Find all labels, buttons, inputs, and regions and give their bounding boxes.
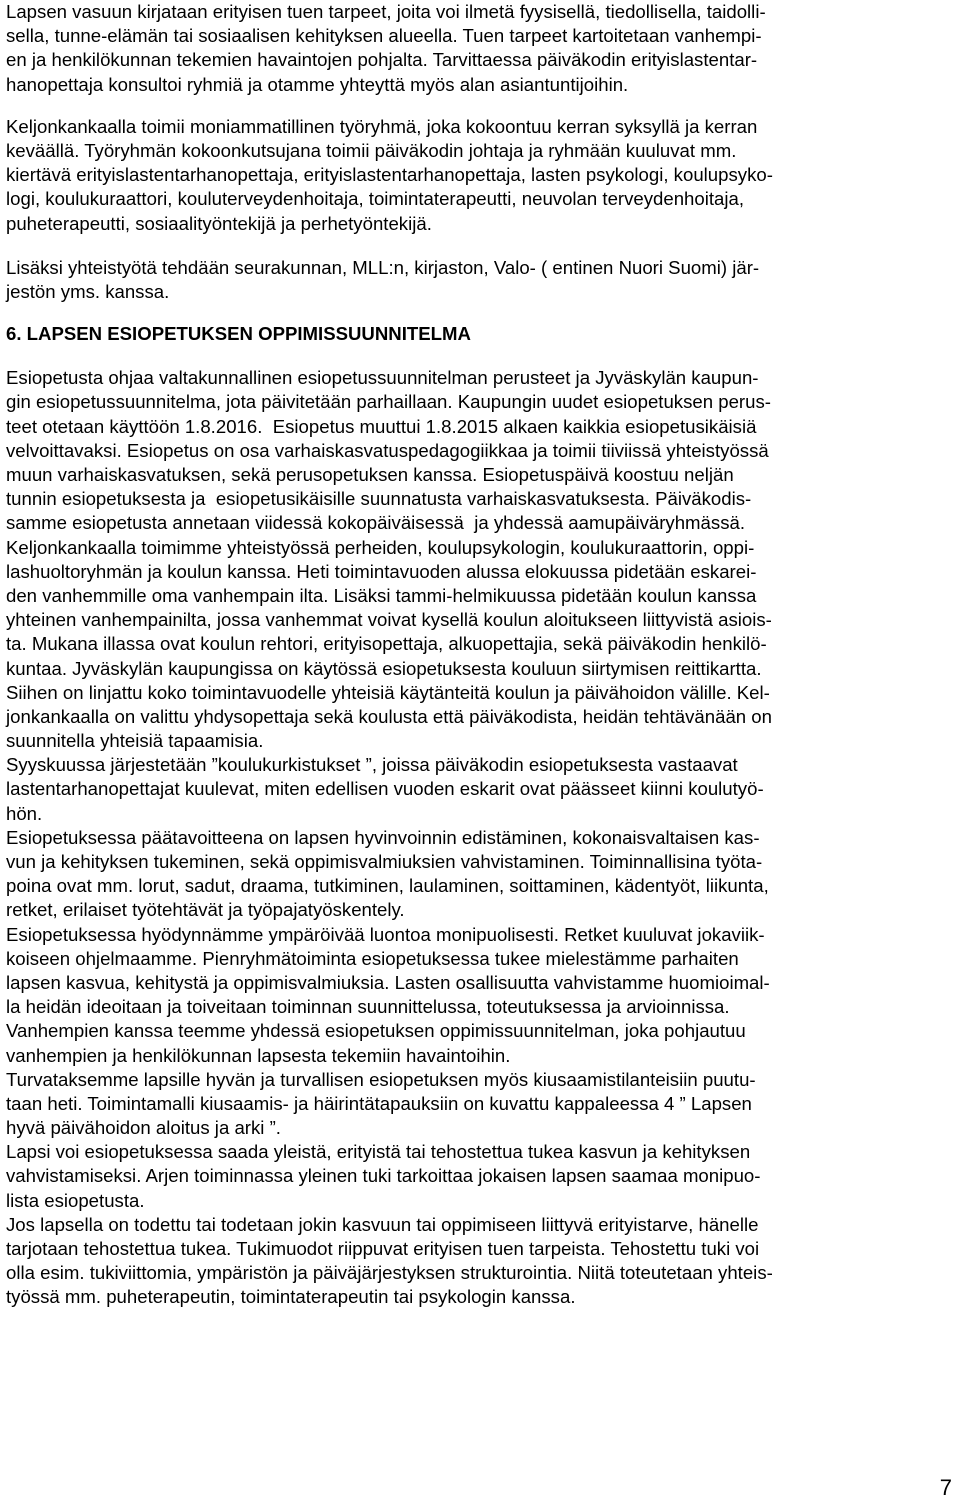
text-line: vun ja kehityksen tukeminen, sekä oppimisvalmiuksien vahvistaminen. Toiminnallisina työta- (6, 851, 763, 872)
text-line: työssä mm. puheterapeutin, toimintaterapeutin tai psykologin kanssa. (6, 1286, 576, 1308)
text-line: velvoittavaksi. Esiopetus on osa varhaiskasvatuspedagogiikkaa ja toimii tiiviissä yhteistyössä (6, 439, 769, 461)
text-line: Keljonkankaalla toimii moniammatillinen työryhmä, joka kokoontuu kerran syksyllä ja kerran (6, 115, 758, 137)
text-line: Esiopetuksessa hyödynnämme ympäröivää luontoa monipuolisesti. Retket kuuluvat jokaviik- (6, 923, 765, 945)
text-line: den vanhemmille oma vanhempain ilta. Lisäksi tammi-helmikuussa pidetään koulun kanssa (6, 584, 757, 606)
text-line: gin esiopetussuunnitelma, jota päivitetään parhaillaan. Kaupungin uudet esiopetuksen perus- (6, 391, 771, 413)
text-line: poina ovat mm. lorut, sadut, draama, tutkiminen, laulaminen, soittaminen, kädentyöt, liikunta, (6, 875, 769, 897)
paragraph-erityinen-tuki (6, 0, 954, 97)
text-line: muun varhaiskasvatuksen, sekä perusopetuksen kanssa. Esiopetuspäivä koostuu neljän (6, 464, 734, 485)
text-line: Syyskuussa järjestetään ”koulukurkistukset ”, joissa päiväkodin esiopetuksesta vastaavat (6, 754, 738, 776)
text-line: Siihen on linjattu koko toimintavuodelle yhteisiä käytänteitä koulun ja päivähoidon välille. Kel- (6, 681, 770, 703)
text-line: lashuoltoryhmän ja koulun kanssa. Heti toimintavuoden alussa elokuussa pidetään eskarei- (6, 560, 757, 582)
text-line: Lapsi voi esiopetuksessa saada yleistä, erityistä tai tehostettua tukea kasvun ja kehityksen (6, 1141, 751, 1163)
paragraph-esiopetus (6, 366, 954, 1334)
text-line: la heidän ideoitaan ja toiveitaan toiminnan suunnittelussa, toteutuksessa ja arvioinnissa. (6, 996, 730, 1018)
text-line: Turvataksemme lapsille hyvän ja turvallisen esiopetuksen myös kiusaamistilanteisiin puutu- (6, 1068, 756, 1090)
text-line (6, 1310, 954, 1334)
text-line: olla esim. tukiviittomia, ympäristön ja päiväjärjestyksen strukturointia. Niitä toteutetaan yhteis- (6, 1262, 773, 1284)
text-line: en ja henkilökunnan tekemien havaintojen pohjalta. Tarvittaessa päiväkodin erityislastentar- (6, 49, 758, 71)
text-line: koiseen ohjelmaamme. Pienryhmätoiminta esiopetuksessa tukee mielestämme parhaiten (6, 947, 739, 969)
document-body (6, 0, 954, 1334)
text-line: tunnin esiopetuksesta ja esiopetusikäisille suunnatusta varhaiskasvatuksesta. Päiväkodis- (6, 488, 752, 510)
text-line: vanhempien ja henkilökunnan lapsesta tekemiin havaintoihin. (6, 1044, 511, 1066)
text-line: yhteinen vanhempainilta, jossa vanhemmat voivat kysellä koulun aloitukseen liittyvistä asiois- (6, 609, 772, 631)
text-line: jonkankaalla on valittu yhdysopettaja sekä koulusta että päiväkodista, heidän tehtävänään on (6, 705, 772, 727)
paragraph-yhteistyo (6, 256, 954, 304)
text-line: jestön yms. kanssa. (6, 280, 170, 302)
text-line: lista esiopetusta. (6, 1189, 145, 1211)
text-line: Lapsen vasuun kirjataan erityisen tuen tarpeet, joita voi ilmetä fyysisellä, tiedollisella, taidolli- (6, 1, 766, 22)
paragraph-tyoryhma (6, 115, 954, 236)
text-line: Esiopetuksessa päätavoitteena on lapsen hyvinvoinnin edistäminen, kokonaisvaltaisen kas- (6, 826, 760, 848)
text-line: tarjotaan tehostettua tukea. Tukimuodot riippuvat erityisen tuen tarpeista. Tehostettu tuki voi (6, 1238, 760, 1259)
text-line: vahvistamiseksi. Arjen toiminnassa yleinen tuki tarkoittaa jokaisen lapsen saamaa monipuo- (6, 1165, 761, 1187)
text-line: hön. (6, 802, 43, 824)
page-number: 7 (939, 1475, 952, 1500)
text-line: Lisäksi yhteistyötä tehdään seurakunnan, MLL:n, kirjaston, Valo- ( entinen Nuori Suomi) jär- (6, 256, 760, 278)
text-line: lastentarhanopettajat kuulevat, miten edellisen vuoden eskarit ovat päässeet kiinni koulutyö- (6, 778, 764, 800)
text-line: Esiopetusta ohjaa valtakunnallinen esiopetussuunnitelman perusteet ja Jyväskylän kaupun- (6, 367, 759, 389)
text-line: puheterapeutti, sosiaalityöntekijä ja perhetyöntekijä. (6, 212, 432, 234)
text-line: hyvä päivähoidon aloitus ja arki ”. (6, 1117, 281, 1139)
text-line: Jos lapsella on todettu tai todetaan jokin kasvuun tai oppimiseen liittyvä erityistarve, hänelle (6, 1213, 759, 1235)
text-line: kiertävä erityislastentarhanopettaja, erityislastentarhanopettaja, lasten psykologi, koulupsyko- (6, 164, 773, 186)
text-line: sella, tunne-elämän tai sosiaalisen kehityksen alueella. Tuen tarpeet kartoitetaan vanhempi- (6, 25, 762, 47)
text-line: ta. Mukana illassa ovat koulun rehtori, erityisopettaja, alkuopettajia, sekä päiväkodin henkilö- (6, 633, 767, 655)
text-line: keväällä. Työryhmän kokoonkutsujana toimii päiväkodin johtaja ja ryhmään kuuluvat mm. (6, 139, 737, 161)
text-line: Vanhempien kanssa teemme yhdessä esiopetuksen oppimissuunnitelman, joka pohjautuu (6, 1020, 746, 1042)
text-line: hanopettaja konsultoi ryhmiä ja otamme yhteyttä myös alan asiantuntijoihin. (6, 73, 629, 95)
text-line: suunnitella yhteisiä tapaamisia. (6, 730, 264, 752)
text-line: teet otetaan käyttöön 1.8.2016. Esiopetus muuttui 1.8.2015 alkaen kaikkia esiopetusikäisiä (6, 415, 757, 437)
text-line: logi, koulukuraattori, kouluterveydenhoitaja, toimintaterapeutti, neuvolan terveydenhoitaja, (6, 188, 745, 210)
text-line: taan heti. Toimintamalli kiusaamis- ja häirintätapauksiin on kuvattu kappaleessa 4 ” Lapsen (6, 1092, 752, 1114)
text-line: Keljonkankaalla toimimme yhteistyössä perheiden, koulupsykologin, koulukuraattorin, oppi- (6, 536, 755, 558)
section-heading (6, 322, 954, 346)
section-heading-text: 6. LAPSEN ESIOPETUKSEN OPPIMISSUUNNITELMA (6, 323, 471, 345)
text-line: kuntaa. Jyväskylän kaupungissa on käytössä esiopetuksesta kouluun siirtymisen reittikartta. (6, 657, 762, 679)
text-line: retket, erilaiset työtehtävät ja työpajatyöskentely. (6, 899, 405, 921)
text-line: samme esiopetusta annetaan viidessä kokopäiväisessä ja yhdessä aamupäiväryhmässä. (6, 512, 745, 534)
text-line: lapsen kasvua, kehitystä ja oppimisvalmiuksia. Lasten osallisuutta vahvistamme huomioimal- (6, 971, 770, 993)
